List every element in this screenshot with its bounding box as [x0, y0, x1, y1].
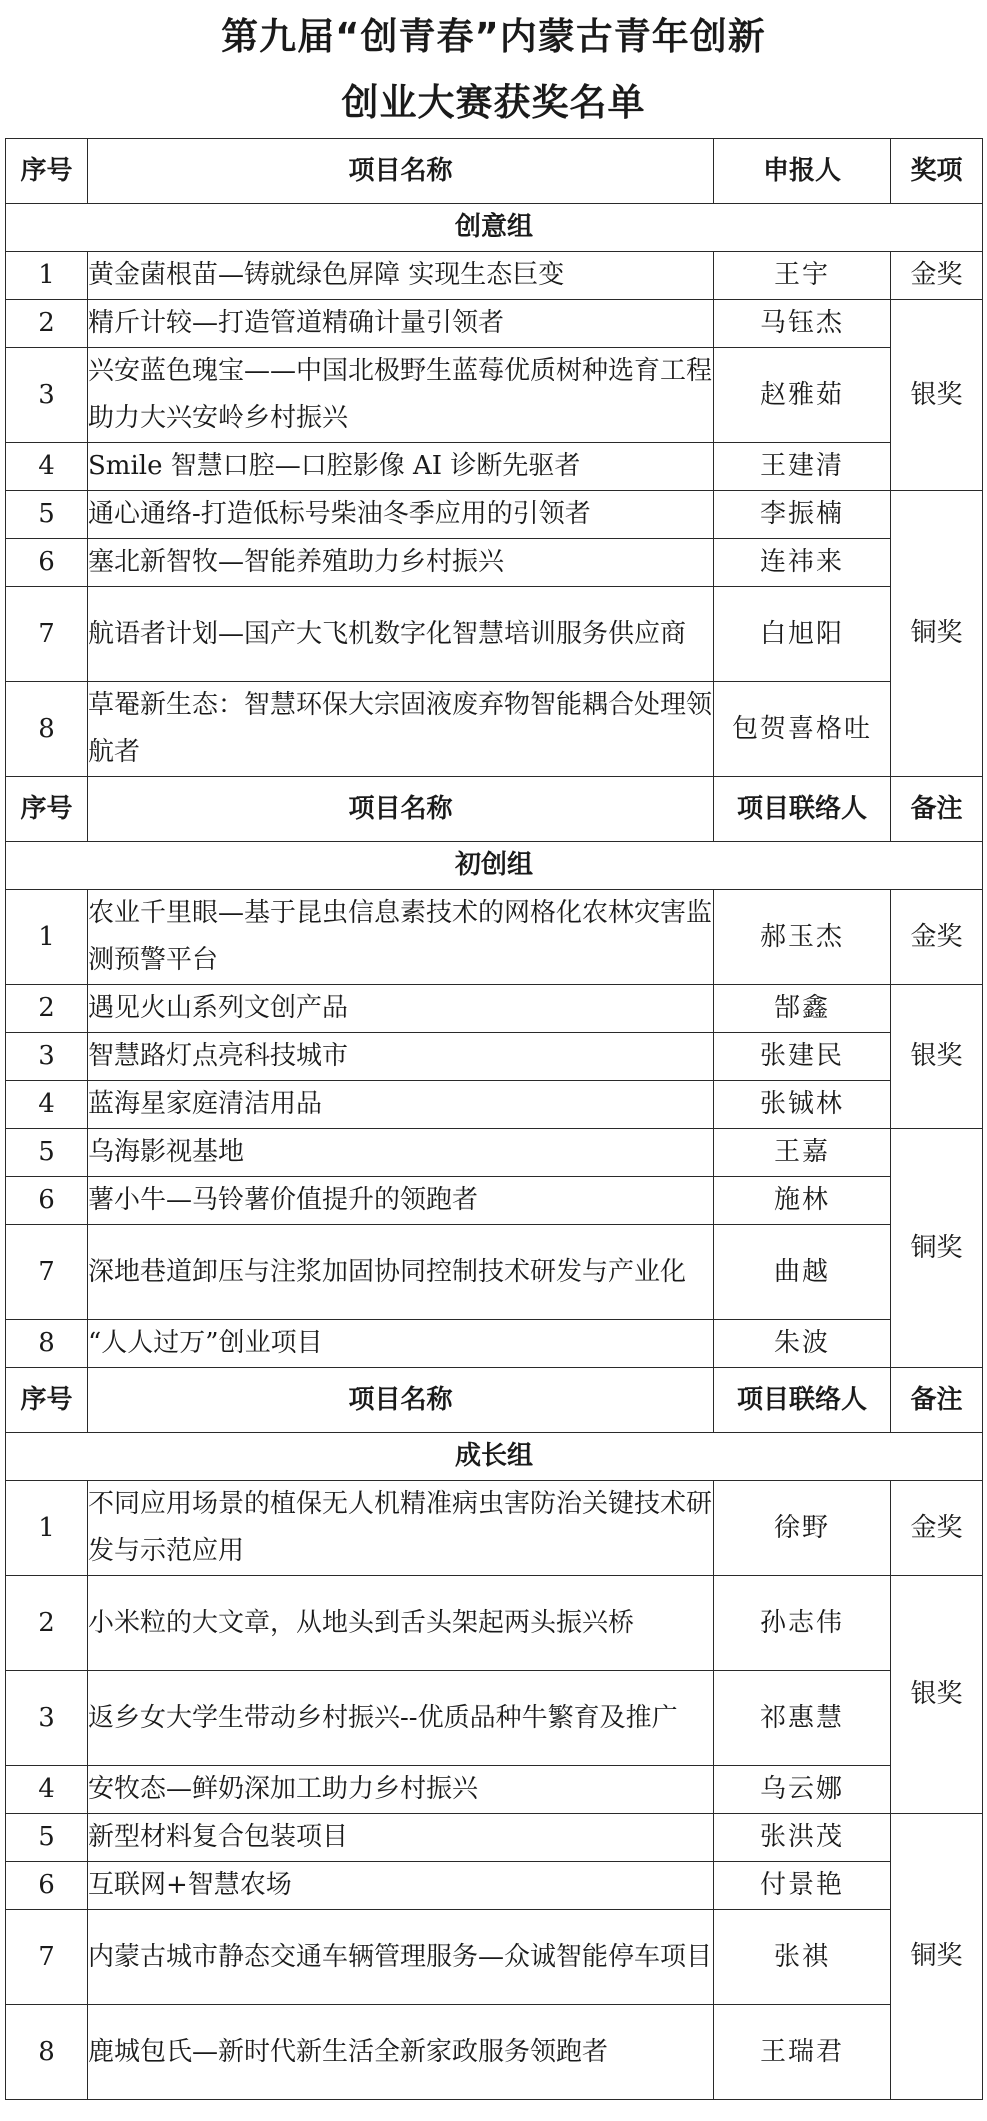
header-no: 序号 [6, 777, 88, 842]
header-no: 序号 [6, 139, 88, 204]
award-bronze: 铜奖 [891, 1814, 983, 2100]
header-person: 项目联络人 [714, 1368, 891, 1433]
contact-name: 王嘉 [714, 1129, 891, 1177]
row-no: 6 [6, 1177, 88, 1225]
row-no: 2 [6, 985, 88, 1033]
project-name: 返乡女大学生带动乡村振兴--优质品种牛繁育及推广 [88, 1671, 714, 1766]
award-gold: 金奖 [891, 890, 983, 985]
project-name: “人人过万”创业项目 [88, 1320, 714, 1368]
table-row [6, 1910, 983, 2005]
row-no: 4 [6, 443, 88, 491]
header-person: 项目联络人 [714, 777, 891, 842]
contact-name: 乌云娜 [714, 1766, 891, 1814]
contact-name: 祁惠慧 [714, 1671, 891, 1766]
table-row [6, 1320, 983, 1368]
table-row [6, 1814, 983, 1862]
contact-name: 付景艳 [714, 1862, 891, 1910]
project-name: 蓝海星家庭清洁用品 [88, 1081, 714, 1129]
contact-name: 张祺 [714, 1910, 891, 2005]
project-name: 小米粒的大文章，从地头到舌头架起两头振兴桥 [88, 1576, 714, 1671]
applicant-name: 白旭阳 [714, 587, 891, 682]
project-name: 鹿城包氏—新时代新生活全新家政服务领跑者 [88, 2005, 714, 2100]
row-no: 6 [6, 1862, 88, 1910]
group-title-startup: 初创组 [6, 842, 983, 890]
project-name: 遇见火山系列文创产品 [88, 985, 714, 1033]
row-no: 5 [6, 1814, 88, 1862]
row-no: 1 [6, 890, 88, 985]
applicant-name: 王宇 [714, 252, 891, 300]
project-name: 深地巷道卸压与注浆加固协同控制技术研发与产业化 [88, 1225, 714, 1320]
document-title-line2: 创业大赛获奖名单 [341, 81, 646, 124]
table-row [6, 1225, 983, 1320]
contact-name: 施林 [714, 1177, 891, 1225]
project-name: 乌海影视基地 [88, 1129, 714, 1177]
row-no: 5 [6, 491, 88, 539]
row-no: 3 [6, 1033, 88, 1081]
project-name: 农业千里眼—基于昆虫信息素技术的网格化农林灾害监测预警平台 [88, 890, 714, 985]
applicant-name: 赵雅茹 [714, 348, 891, 443]
contact-name: 王瑞君 [714, 2005, 891, 2100]
header-name: 项目名称 [88, 139, 714, 204]
table-row [6, 252, 983, 300]
row-no: 2 [6, 1576, 88, 1671]
row-no: 6 [6, 539, 88, 587]
row-no: 4 [6, 1766, 88, 1814]
group-row [6, 1433, 983, 1481]
project-name: 薯小牛—马铃薯价值提升的领跑者 [88, 1177, 714, 1225]
table-header-row [6, 1368, 983, 1433]
row-no: 2 [6, 300, 88, 348]
award-list-table [5, 138, 983, 2100]
row-no: 8 [6, 2005, 88, 2100]
contact-name: 徐野 [714, 1481, 891, 1576]
award-silver: 银奖 [891, 300, 983, 491]
header-person: 申报人 [714, 139, 891, 204]
applicant-name: 包贺喜格吐 [714, 682, 891, 777]
award-silver: 银奖 [891, 1576, 983, 1814]
contact-name: 朱波 [714, 1320, 891, 1368]
table-row [6, 1671, 983, 1766]
applicant-name: 连祎来 [714, 539, 891, 587]
contact-name: 郜鑫 [714, 985, 891, 1033]
table-row [6, 1862, 983, 1910]
table-row [6, 985, 983, 1033]
group-title-growth: 成长组 [6, 1433, 983, 1481]
table-row [6, 348, 983, 443]
project-name: Smile 智慧口腔—口腔影像 AI 诊断先驱者 [88, 443, 714, 491]
award-bronze: 铜奖 [891, 1129, 983, 1368]
project-name: 黄金菌根苗—铸就绿色屏障 实现生态巨变 [88, 252, 714, 300]
award-gold: 金奖 [891, 1481, 983, 1576]
header-name: 项目名称 [88, 1368, 714, 1433]
award-bronze: 铜奖 [891, 491, 983, 777]
award-silver: 银奖 [891, 985, 983, 1129]
row-no: 7 [6, 587, 88, 682]
contact-name: 张建民 [714, 1033, 891, 1081]
table-row [6, 539, 983, 587]
group-row [6, 842, 983, 890]
row-no: 8 [6, 682, 88, 777]
table-row [6, 1129, 983, 1177]
row-no: 1 [6, 1481, 88, 1576]
row-no: 8 [6, 1320, 88, 1368]
row-no: 1 [6, 252, 88, 300]
row-no: 5 [6, 1129, 88, 1177]
table-row [6, 890, 983, 985]
header-award: 奖项 [891, 139, 983, 204]
header-award: 备注 [891, 777, 983, 842]
project-name: 安牧态—鲜奶深加工助力乡村振兴 [88, 1766, 714, 1814]
row-no: 3 [6, 348, 88, 443]
contact-name: 张洪茂 [714, 1814, 891, 1862]
table-row [6, 1766, 983, 1814]
row-no: 4 [6, 1081, 88, 1129]
table-row [6, 1033, 983, 1081]
project-name: 航语者计划—国产大飞机数字化智慧培训服务供应商 [88, 587, 714, 682]
applicant-name: 马钰杰 [714, 300, 891, 348]
applicant-name: 李振楠 [714, 491, 891, 539]
row-no: 3 [6, 1671, 88, 1766]
table-row [6, 1481, 983, 1576]
contact-name: 张铖林 [714, 1081, 891, 1129]
award-gold: 金奖 [891, 252, 983, 300]
table-row [6, 1177, 983, 1225]
table-header-row [6, 777, 983, 842]
table-row [6, 300, 983, 348]
project-name: 草罨新生态：智慧环保大宗固液废弃物智能耦合处理领航者 [88, 682, 714, 777]
project-name: 通心通络-打造低标号柴油冬季应用的引领者 [88, 491, 714, 539]
project-name: 内蒙古城市静态交通车辆管理服务—众诚智能停车项目 [88, 1910, 714, 2005]
table-row [6, 1576, 983, 1671]
contact-name: 郝玉杰 [714, 890, 891, 985]
table-row [6, 443, 983, 491]
table-row [6, 491, 983, 539]
project-name: 智慧路灯点亮科技城市 [88, 1033, 714, 1081]
row-no: 7 [6, 1225, 88, 1320]
applicant-name: 王建清 [714, 443, 891, 491]
table-row [6, 682, 983, 777]
document-title-line1: 第九届“创青春”内蒙古青年创新 [221, 15, 766, 58]
table-header-row [6, 139, 983, 204]
contact-name: 孙志伟 [714, 1576, 891, 1671]
header-no: 序号 [6, 1368, 88, 1433]
project-name: 精斤计较—打造管道精确计量引领者 [88, 300, 714, 348]
group-title-creative: 创意组 [6, 204, 983, 252]
project-name: 互联网+智慧农场 [88, 1862, 714, 1910]
group-row [6, 204, 983, 252]
header-name: 项目名称 [88, 777, 714, 842]
table-row [6, 2005, 983, 2100]
project-name: 兴安蓝色瑰宝——中国北极野生蓝莓优质树种选育工程助力大兴安岭乡村振兴 [88, 348, 714, 443]
project-name: 塞北新智牧—智能养殖助力乡村振兴 [88, 539, 714, 587]
project-name: 不同应用场景的植保无人机精准病虫害防治关键技术研发与示范应用 [88, 1481, 714, 1576]
table-row [6, 587, 983, 682]
header-award: 备注 [891, 1368, 983, 1433]
contact-name: 曲越 [714, 1225, 891, 1320]
table-row [6, 1081, 983, 1129]
row-no: 7 [6, 1910, 88, 2005]
project-name: 新型材料复合包装项目 [88, 1814, 714, 1862]
